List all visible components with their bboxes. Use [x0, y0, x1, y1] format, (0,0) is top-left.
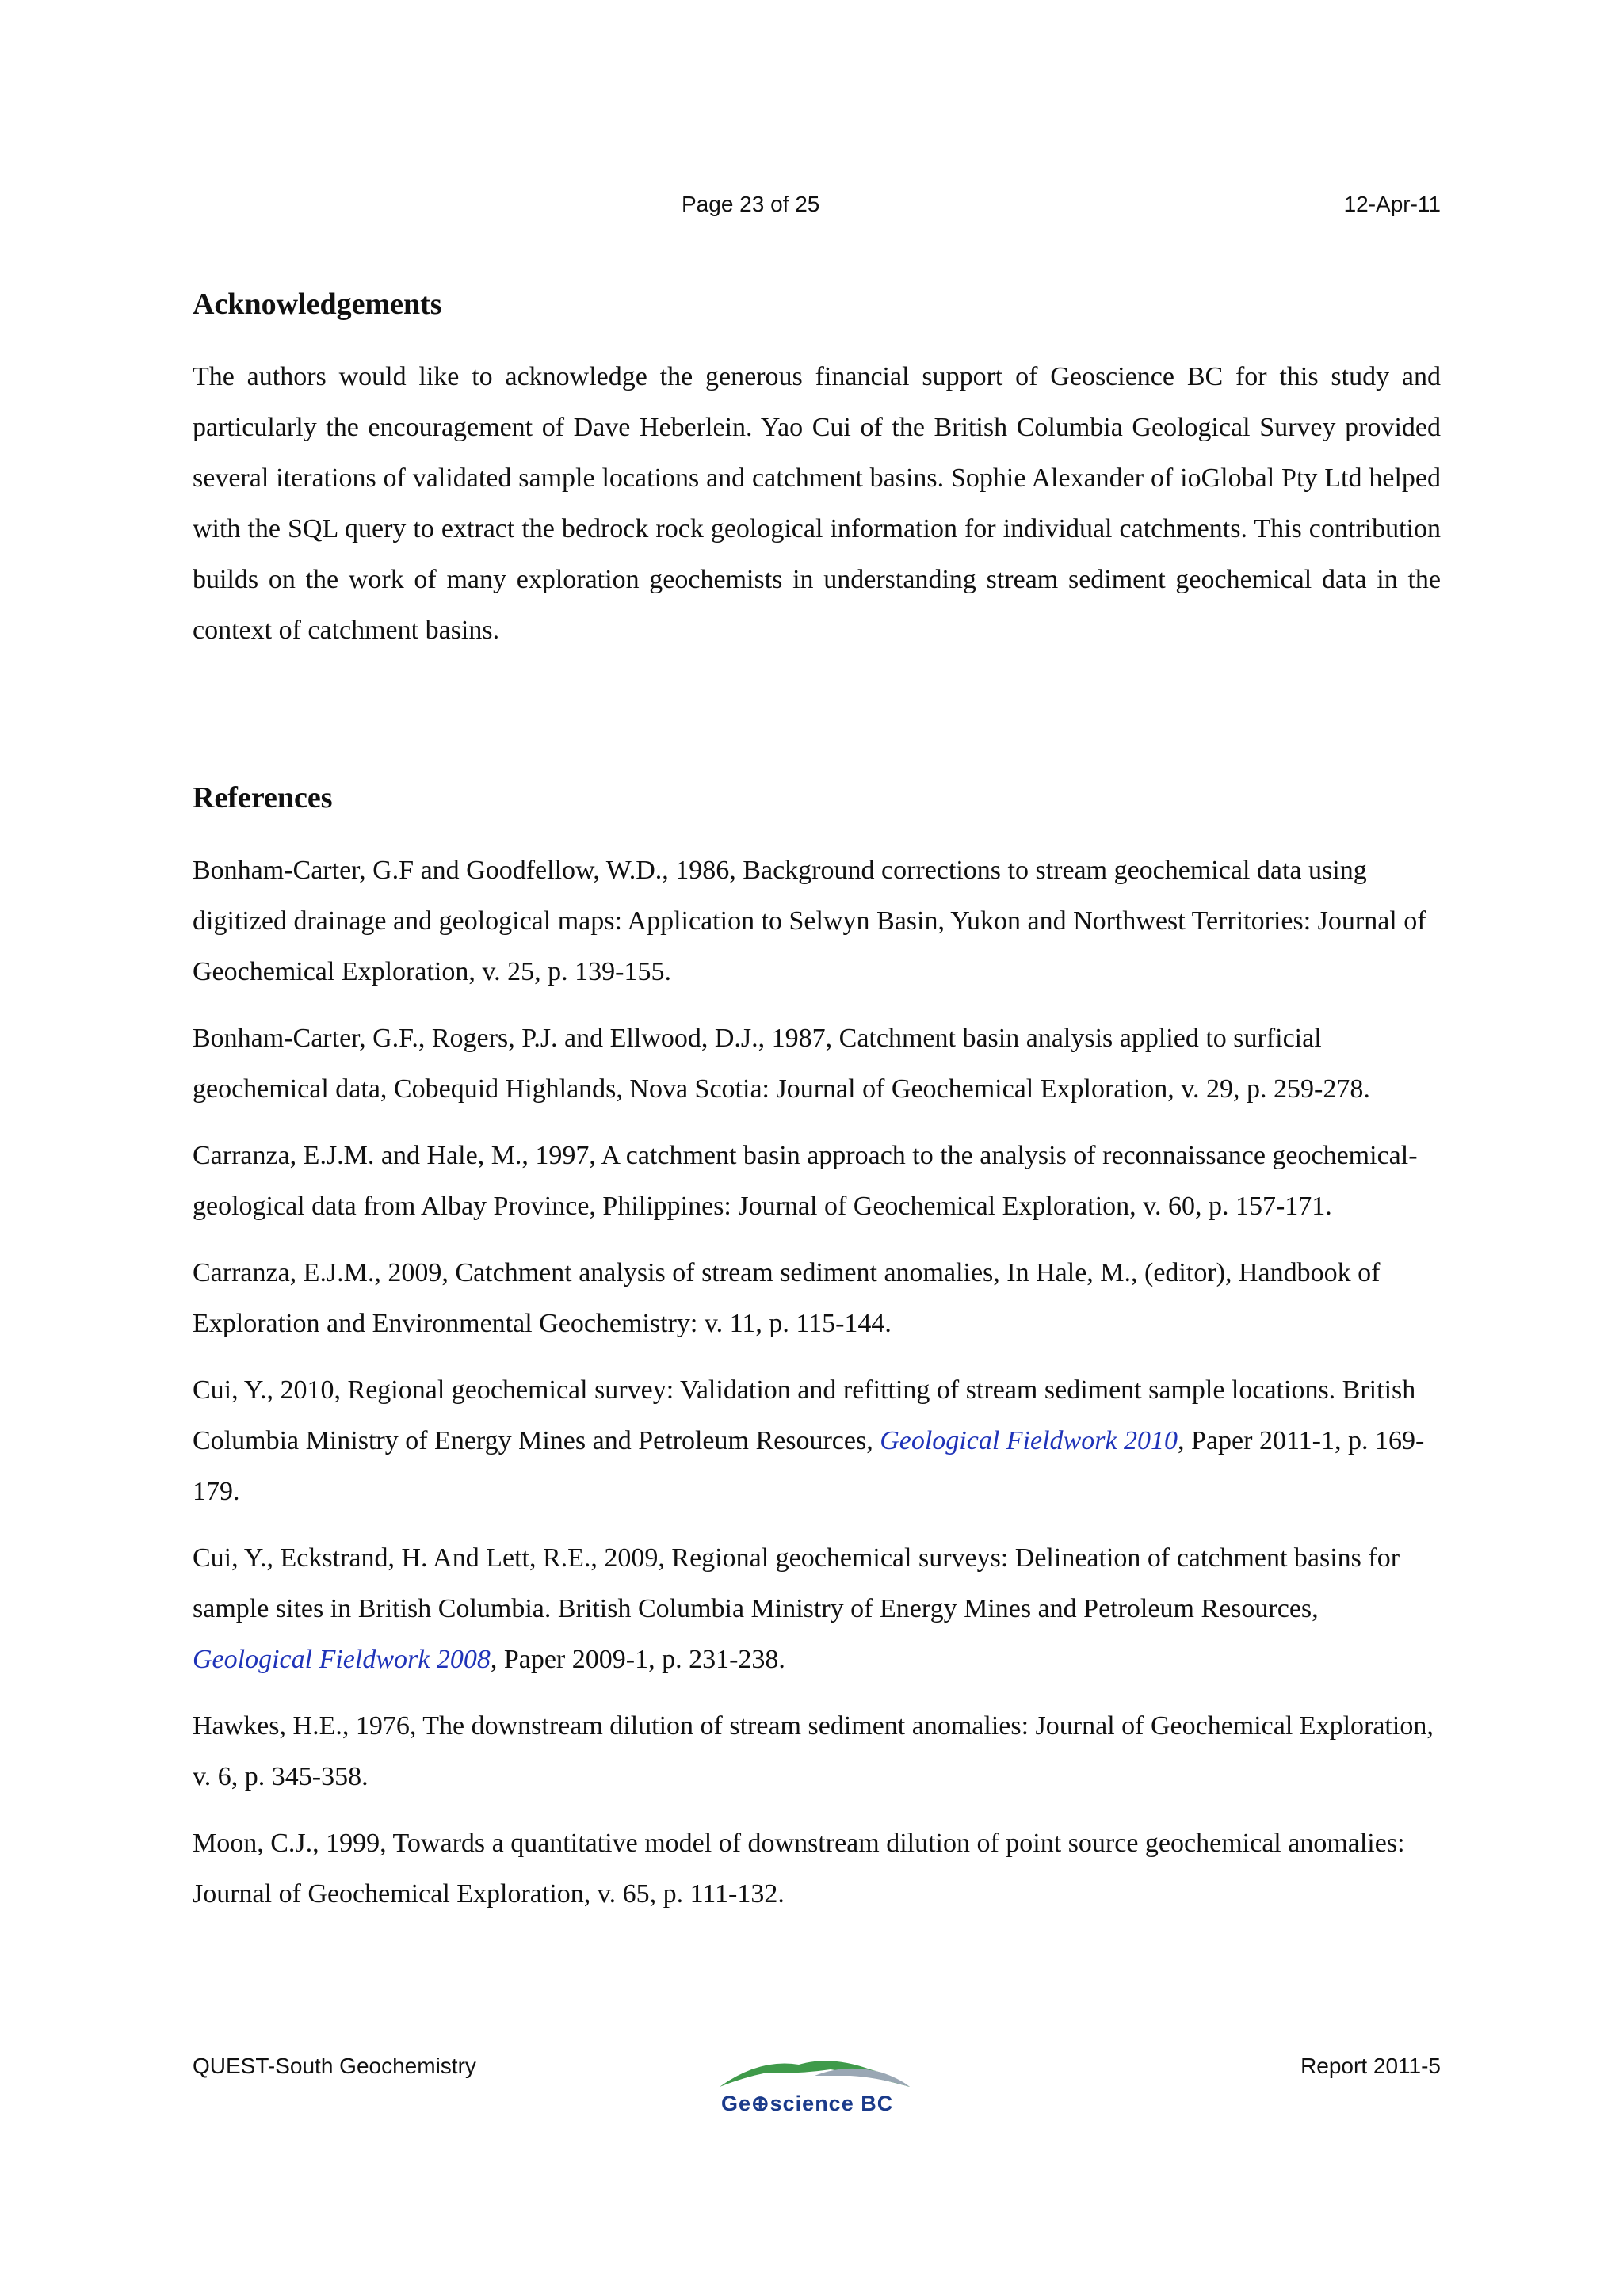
acknowledgements-heading: Acknowledgements: [193, 288, 442, 321]
reference-text: , Paper 2011-1, p. 169-179.: [193, 1426, 1425, 1506]
header-date: 12-Apr-11: [1343, 192, 1441, 216]
mountain-logo-icon: [712, 2052, 916, 2092]
reference-text: Cui, Y., 2010, Regional geochemical survey: Validation and refitting of stream sediment sample locations. British Columbia Ministry of Energy Mines and Petroleum Resources,: [193, 1375, 1416, 1455]
logo-text: Ge⊕science BC: [721, 2092, 894, 2115]
reference-item: [193, 1365, 1441, 1517]
reference-item: Hawkes, H.E., 1976, The downstream dilution of stream sediment anomalies: Journal of Geochemical Exploration, v. 6, p. 345-358.: [193, 1711, 1434, 1791]
reference-item: Bonham-Carter, G.F., Rogers, P.J. and Ellwood, D.J., 1987, Catchment basin analysis applied to surficial geochemical data, Cobequid Highlands, Nova Scotia: Journal of Geochemical Exploration, v. 29, p. 259-278.: [193, 1024, 1370, 1104]
reference-text: , Paper 2009-1, p. 231-238.: [490, 1645, 785, 1674]
reference-item: Moon, C.J., 1999, Towards a quantitative model of downstream dilution of point source geochemical anomalies: Journal of Geochemical Exploration, v. 65, p. 111-132.: [193, 1829, 1405, 1909]
page-number: Page 23 of 25: [682, 192, 820, 216]
reference-item: Carranza, E.J.M., 2009, Catchment analysis of stream sediment anomalies, In Hale, M., (editor), Handbook of Exploration and Environmental Geochemistry: v. 11, p. 115-144.: [193, 1258, 1381, 1338]
reference-italic-title: Geological Fieldwork 2010: [880, 1426, 1178, 1455]
reference-text: Cui, Y., Eckstrand, H. And Lett, R.E., 2009, Regional geochemical surveys: Delineation of catchment basins for sample sites in British Columbia. British Columbia Ministry of Energy Mines and Petroleum Resources,: [193, 1543, 1400, 1623]
footer-report-title: QUEST-South Geochemistry: [193, 2054, 476, 2078]
reference-italic-title: Geological Fieldwork 2008: [193, 1645, 491, 1674]
reference-item: Carranza, E.J.M. and Hale, M., 1997, A catchment basin approach to the analysis of reconnaissance geochemical-geological data from Albay Province, Philippines: Journal of Geochemical Exploration, v. 60, p. 157-171.: [193, 1141, 1418, 1221]
references-list: [193, 845, 1441, 1936]
acknowledgements-body: The authors would like to acknowledge the generous financial support of Geoscience BC for this study and particularly the encouragement of Dave Heberlein. Yao Cui of the British Columbia Geological Survey provided several iterations of validated sample locations and catchment basins. Sophie Alexander of ioGlobal Pty Ltd helped with the SQL query to extract the bedrock rock geological information for individual catchments. This contribution builds on the work of many exploration geochemists in understanding stream sediment geochemical data in the context of catchment basins.: [193, 362, 1441, 645]
footer-report-number: Report 2011-5: [1300, 2054, 1441, 2078]
geoscience-bc-logo: [712, 2052, 916, 2119]
reference-item: Bonham-Carter, G.F and Goodfellow, W.D., 1986, Background corrections to stream geochemical data using digitized drainage and geological maps: Application to Selwyn Basin, Yukon and Northwest Territories: Journal of Geochemical Exploration, v. 25, p. 139-155.: [193, 856, 1426, 986]
reference-item: [193, 1533, 1441, 1685]
references-heading: References: [193, 781, 333, 814]
